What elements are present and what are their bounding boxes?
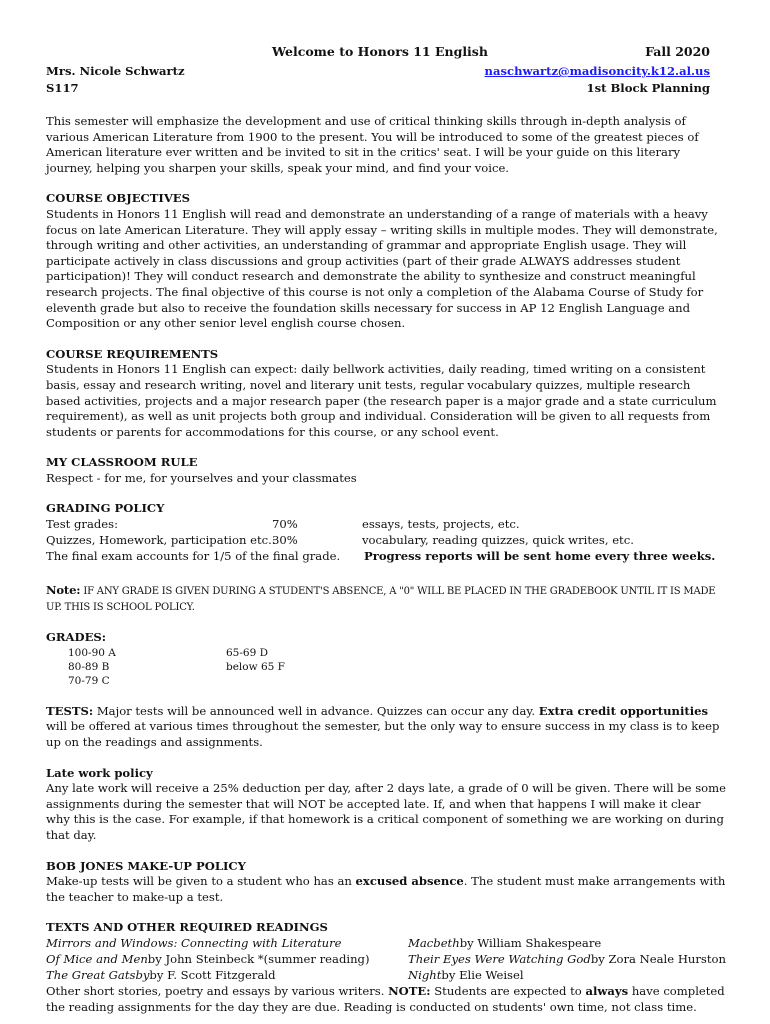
grades-section <box>46 630 726 692</box>
grading-row1-desc: essays, tests, projects, etc. <box>362 517 520 532</box>
tests-paragraph <box>46 704 726 751</box>
text-title: Mirrors and Windows: Connecting with Literature <box>46 935 342 950</box>
readings-text: Students are expected to <box>434 983 582 998</box>
grade-a: 100-90 A <box>68 646 116 659</box>
readings-other: Other short stories, poetry and essays by various writers. <box>46 983 385 998</box>
requirements-heading: COURSE REQUIREMENTS <box>46 346 219 361</box>
readings-note-label: NOTE: <box>388 983 431 998</box>
grading-row3-label: The final exam accounts for 1/5 of the final grade. <box>46 549 341 564</box>
readings-text: have completed the reading assignments for the day they are due. Reading is conducted on students' own time, not class time. <box>46 983 725 1014</box>
requirements-section <box>46 347 726 441</box>
grading-row1-label: Test grades: <box>46 517 119 532</box>
grading-row2-pct: 30% <box>272 533 298 548</box>
header <box>46 44 726 104</box>
page-title: Welcome to Honors 11 English <box>272 44 488 59</box>
late-body: Any late work will receive a 25% deduction per day, after 2 days late, a grade of 0 will be given. There will be some assignments during the semester that will NOT be accepted late. If, and when that happens I will make it clear why this is the case. For example, if that homework is a critical component of something we are working on during that day. <box>46 781 727 842</box>
makeup-excused: excused absence <box>355 874 464 889</box>
grade-c: 70-79 C <box>68 674 110 687</box>
text-author: by F. Scott Fitzgerald <box>149 967 276 982</box>
text-item <box>46 967 276 984</box>
intro-paragraph: This semester will emphasize the development and use of critical thinking skills through in-depth analysis of various American Literature from 1900 to the present. You will be introduced to some of the greatest pieces of American literature ever written and be invited to sit in the critics' seat. I will be your guide on this literary journey, helping you sharpen your skills, speak your mind, and find your voice. <box>46 114 699 175</box>
rule-heading: MY CLASSROOM RULE <box>46 455 198 470</box>
text-author: by Elie Weisel <box>441 967 524 982</box>
grading-row3-desc: Progress reports will be sent home every three weeks. <box>364 549 716 564</box>
tests-extra-credit: Extra credit opportunities <box>538 703 709 718</box>
makeup-text1: Make-up tests will be given to a student who has an <box>46 874 352 889</box>
makeup-body <box>46 874 726 905</box>
grade-f: below 65 F <box>226 660 285 673</box>
room-number: S117 <box>46 81 79 95</box>
makeup-section <box>46 859 726 906</box>
objectives-body: Students in Honors 11 English will read and demonstrate an understanding of a range of materials with a heavy focus on late American Literature. They will apply essay – writing skills in multiple modes. They will demonstrate, through writing and other activities, an understanding of grammar and appropriate English usage. They will participate actively in class discussions and group activities (part of their grade ALWAYS addresses student participation)! They will conduct research and demonstrate the ability to synthesize and construct meaningful research projects. The final objective of this course is not only a completion of the Alabama Course of Study for eleventh grade but also to receive the foundation skills necessary for success in AP 12 English Language and Composition or any other senior level english course chosen. <box>46 206 718 331</box>
grade-d: 65-69 D <box>226 646 269 659</box>
grading-table <box>46 517 726 565</box>
grading-row1-pct: 70% <box>272 517 298 532</box>
requirements-body: Students in Honors 11 English can expect: daily bellwork activities, daily reading, timed writing on a consistent basis, essay and research writing, novel and literary unit tests, regular vocabulary quizzes, multiple research based activities, projects and a major research paper (the research paper is a major grade and a state curriculum requirement), as well as unit projects both group and individual. Consideration will be given to all requests from students or parents for accommodations for this course, or any school event. <box>46 362 717 439</box>
teacher-name: Mrs. Nicole Schwartz <box>46 64 185 78</box>
text-item <box>408 935 602 952</box>
text-title: Macbeth <box>408 935 460 950</box>
email-link[interactable]: naschwartz@madisoncity.k12.al.us <box>484 64 710 78</box>
tests-text1: Major tests will be announced well in advance. Quizzes can occur any day. <box>96 703 536 718</box>
texts-heading: TEXTS AND OTHER REQUIRED READINGS <box>46 920 328 935</box>
note-text: IF ANY GRADE IS GIVEN DURING A STUDENT'S ABSENCE, A "0" WILL BE PLACED IN THE GRADEBOOK UNTIL IT IS MADE UP. THIS IS SCHOOL POLICY. <box>46 586 716 613</box>
grading-heading: GRADING POLICY <box>46 501 165 516</box>
text-item <box>46 936 342 952</box>
readings-note <box>46 984 726 1015</box>
planning-block: 1st Block Planning <box>586 81 710 95</box>
text-item <box>408 967 524 984</box>
text-author: by John Steinbeck *(summer reading) <box>147 951 370 966</box>
text-item <box>408 951 726 968</box>
tests-label: TESTS: <box>46 703 94 718</box>
late-work-section <box>46 766 726 844</box>
grading-row2-label: Quizzes, Homework, participation etc.: <box>46 533 276 548</box>
makeup-heading: BOB JONES MAKE-UP POLICY <box>46 858 246 873</box>
syllabus-page <box>46 44 726 1015</box>
text-item <box>46 951 370 968</box>
text-author: by William Shakespeare <box>459 935 602 950</box>
texts-list <box>46 936 726 984</box>
term-label: Fall 2020 <box>645 44 710 59</box>
text-title: Their Eyes Were Watching God <box>408 951 591 966</box>
text-title: The Great Gatsby <box>46 967 150 982</box>
grades-scale <box>68 646 726 692</box>
rule-body: Respect - for me, for yourselves and your classmates <box>46 470 357 485</box>
grades-heading: GRADES: <box>46 630 107 645</box>
texts-section <box>46 920 726 1015</box>
tests-text2: will be offered at various times throughout the semester, but the only way to ensure success in my class is to keep up on the readings and assignments. <box>46 719 720 750</box>
objectives-section <box>46 191 726 331</box>
text-title: Night <box>408 967 442 982</box>
rule-section <box>46 455 726 486</box>
text-title: Of Mice and Men <box>46 951 148 966</box>
note-label: Note: <box>46 583 81 598</box>
readings-always: always <box>585 983 629 998</box>
text-author: by Zora Neale Hurston <box>590 951 726 966</box>
absence-note <box>46 583 726 615</box>
grade-b: 80-89 B <box>68 660 110 673</box>
makeup-text2: . The student must make arrangements with the teacher to make-up a test. <box>46 874 726 904</box>
objectives-heading: COURSE OBJECTIVES <box>46 191 191 206</box>
grading-row2-desc: vocabulary, reading quizzes, quick writes, etc. <box>362 533 634 548</box>
late-heading: Late work policy <box>46 765 153 780</box>
grading-section <box>46 501 726 565</box>
